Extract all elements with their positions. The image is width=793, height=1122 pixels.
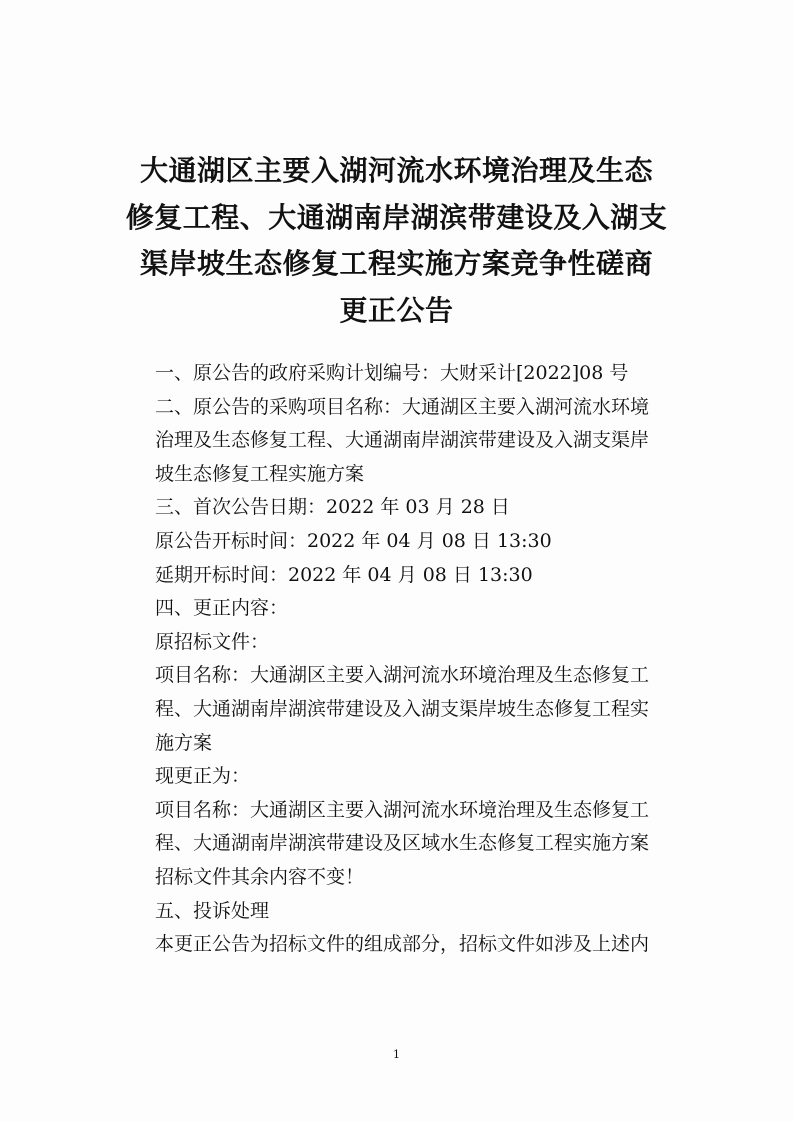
project-name-line: 二、原公告的采购项目名称：大通湖区主要入湖河流水环境 <box>155 395 650 418</box>
original-project-name-line: 施方案 <box>155 731 213 754</box>
original-project-name-line: 项目名称：大通湖区主要入湖河流水环境治理及生态修复工 <box>155 664 650 687</box>
first-announcement-date-line: 三、首次公告日期：2022 年 03 月 28 日 <box>155 496 510 519</box>
title-line: 更正公告 <box>339 293 454 327</box>
corrected-project-name-line: 程、大通湖南岸湖滨带建设及区域水生态修复工程实施方案 <box>155 832 650 855</box>
page-number: 1 <box>393 1048 400 1061</box>
correction-heading: 四、更正内容： <box>155 597 289 620</box>
remaining-content-note: 招标文件其余内容不变！ <box>155 865 365 888</box>
original-opening-time-line: 原公告开标时间：2022 年 04 月 08 日 13:30 <box>155 529 552 552</box>
plan-number-line: 一、原公告的政府采购计划编号：大财采计[2022]08 号 <box>155 362 629 384</box>
complaint-heading: 五、投诉处理 <box>155 899 270 922</box>
complaint-text-line: 本更正公告为招标文件的组成部分，招标文件如涉及上述内 <box>155 933 650 956</box>
title-line: 修复工程、大通湖南岸湖滨带建设及入湖支 <box>125 200 668 234</box>
document-body <box>155 357 685 962</box>
original-document-label: 原招标文件： <box>155 630 270 653</box>
original-project-name-line: 程、大通湖南岸湖滨带建设及入湖支渠岸坡生态修复工程实 <box>155 697 650 720</box>
project-name-line: 治理及生态修复工程、大通湖南岸湖滨带建设及入湖支渠岸 <box>155 429 650 452</box>
title-line: 大通湖区主要入湖河流水环境治理及生态 <box>139 154 653 187</box>
corrected-project-name-line: 项目名称：大通湖区主要入湖河流水环境治理及生态修复工 <box>155 798 650 821</box>
project-name-line: 坡生态修复工程实施方案 <box>155 462 365 485</box>
document-title <box>120 148 673 334</box>
postponed-opening-time-line: 延期开标时间：2022 年 04 月 08 日 13:30 <box>155 563 533 586</box>
corrected-label: 现更正为： <box>155 765 251 788</box>
title-line: 渠岸坡生态修复工程实施方案竞争性磋商 <box>139 247 653 280</box>
